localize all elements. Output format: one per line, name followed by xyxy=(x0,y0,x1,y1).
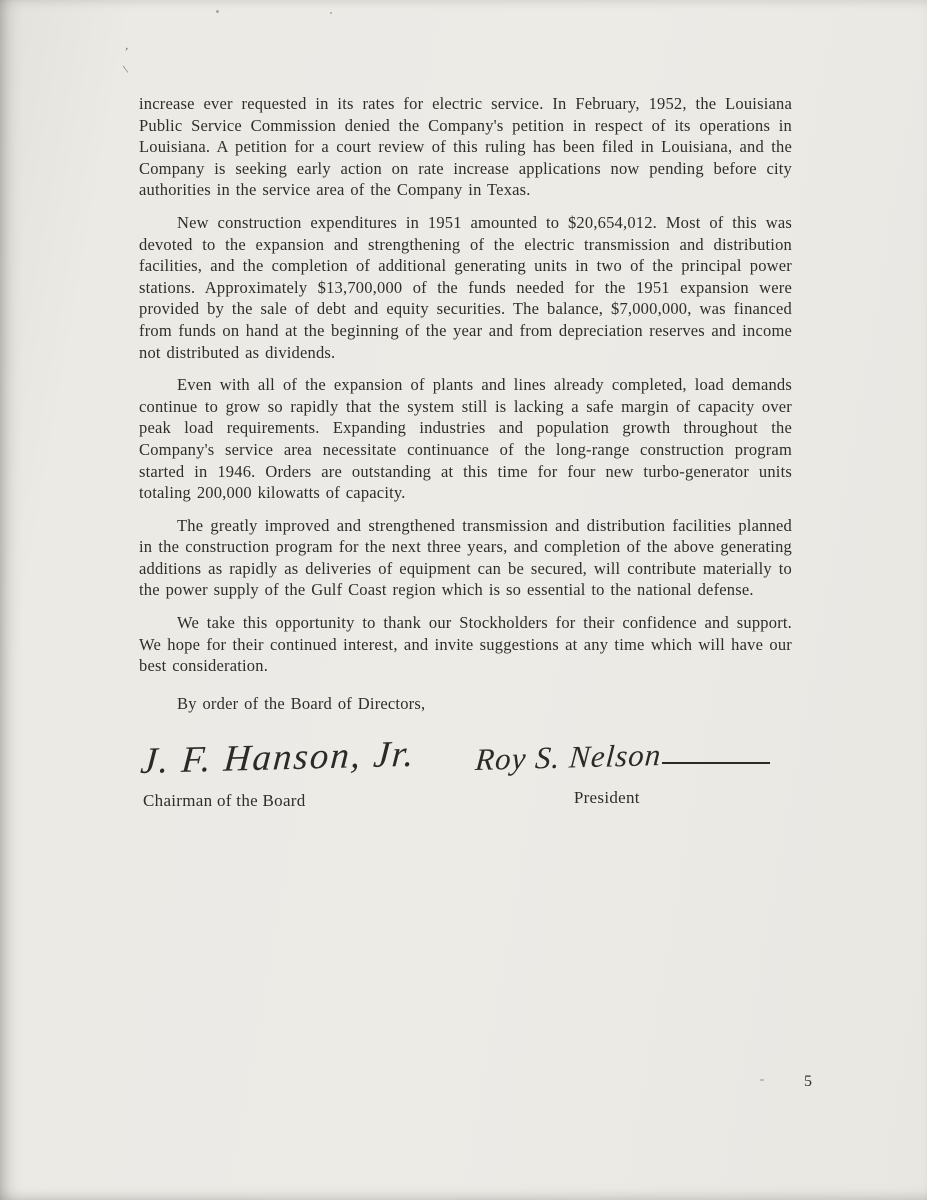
chairman-title: Chairman of the Board xyxy=(143,791,306,811)
scan-speck xyxy=(760,1079,764,1081)
president-signature xyxy=(473,737,770,808)
paragraph: Even with all of the expansion of plants and lines already completed, load demands continue to grow so rapidly that the system still is lacking a safe margin of capacity over peak load requirements. Expanding industries and population growth throughout the Company's service area necessitate continuance of the long-range construction program started in 1946. Orders are outstanding at this time for four new turbo-generator units totaling 200,000 kilowatts of capacity. xyxy=(139,375,792,503)
closing-line: By order of the Board of Directors, xyxy=(177,693,426,713)
paragraph: New construction expenditures in 1951 amounted to $20,654,012. Most of this was devoted to the expansion and strengthening of the electric transmission and distribution facilities, and the completion of additional generating units in two of the principal power stations. Approximately $13,700,000 of the funds needed for the 1951 expansion were provided by the sale of debt and equity securities. The balance, $7,000,000, was financed from funds on hand at the beginning of the year and from depreciation reserves and income not distributed as dividends. xyxy=(139,212,792,362)
scan-speck xyxy=(330,12,332,14)
president-signature-name: Roy S. Nelson xyxy=(473,737,663,778)
paragraph: We take this opportunity to thank our Stockholders for their confidence and support. We hope for their continued interest, and invite suggestions at any time which will have our best consideration. xyxy=(139,613,792,676)
chairman-signature xyxy=(139,734,418,811)
signature-block xyxy=(139,734,792,811)
paragraph: increase ever requested in its rates for electric service. In February, 1952, the Louisiana Public Service Commission denied the Company's petition in respect of its operations in Louisiana. A petition for a court review of this ruling has been filed in Louisiana, and the Company is seeking early action on rate increase applications now pending before city authorities in the service area of the Company in Texas. xyxy=(139,94,792,200)
signature-flourish-line xyxy=(662,762,770,764)
scan-speck xyxy=(216,10,219,13)
scan-artifact: \ xyxy=(121,61,130,77)
president-title: President xyxy=(573,788,640,808)
page-number: 5 xyxy=(804,1073,812,1090)
letter-body xyxy=(139,93,792,811)
scan-artifact: , xyxy=(124,37,131,53)
chairman-signature-name: J. F. Hanson, Jr. xyxy=(139,734,418,783)
paragraph: The greatly improved and strengthened transmission and distribution facilities planned in the construction program for the next three years, and completion of the above generating additions as rapidly as deliveries of equipment can be secured, will contribute materially to the power supply of the Gulf Coast region which is so essential to the national defense. xyxy=(139,515,792,600)
